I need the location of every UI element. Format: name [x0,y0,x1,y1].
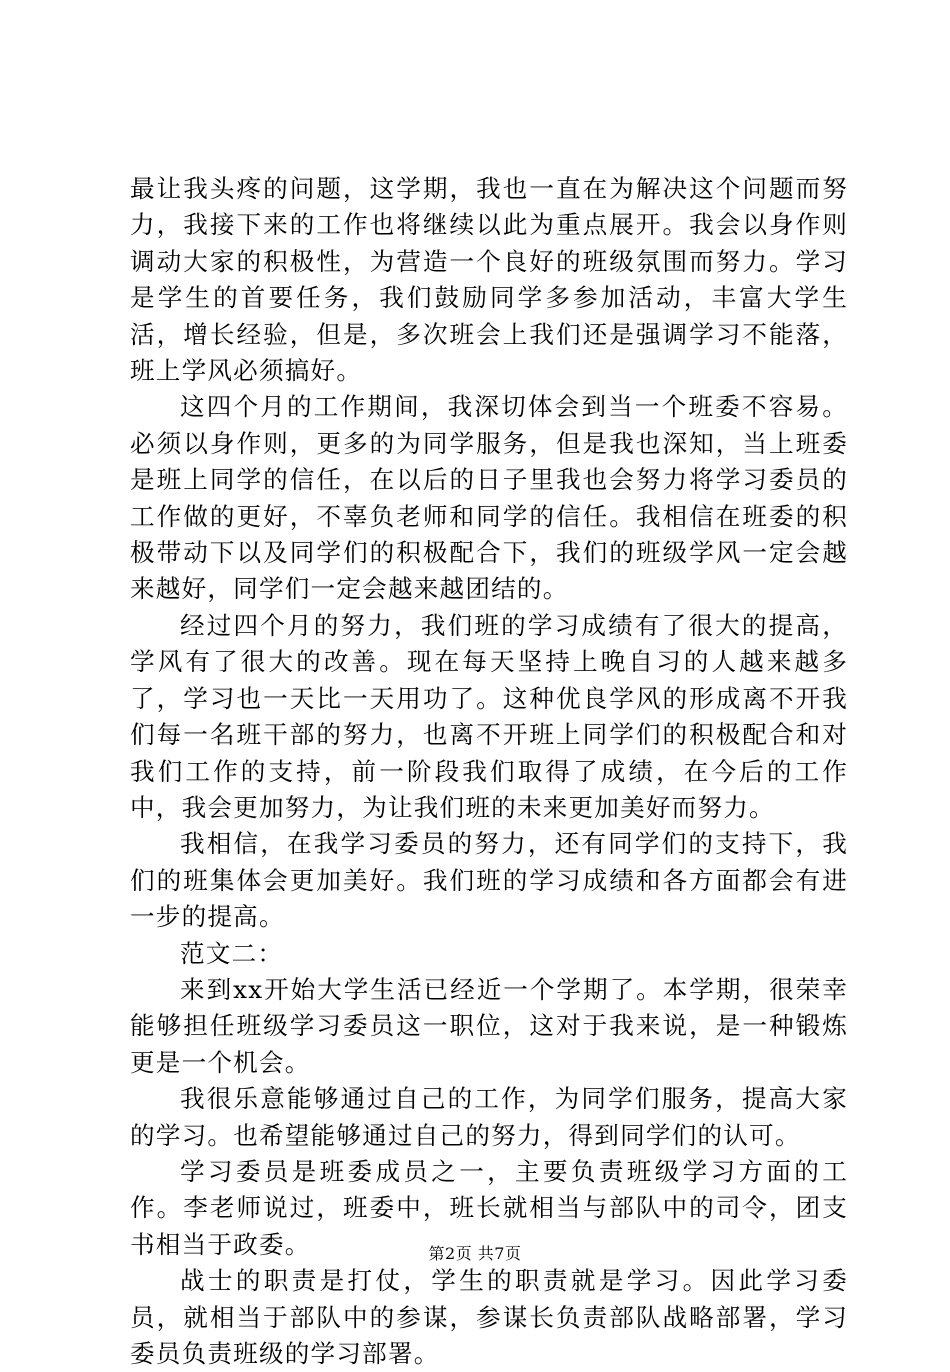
document-body [130,171,848,1372]
paragraph: 我相信，在我学习委员的努力，还有同学们的支持下，我们的班集体会更加美好。我们班的学习成绩和各方面都会有进一步的提高。 [130,829,848,932]
section-heading: 范文二： [180,938,284,968]
page-number-footer: 第2页 共7页 [428,1244,522,1263]
paragraph: 学习委员是班委成员之一，主要负责班级学习方面的工作。李老师说过，班委中，班长就相当与部队中的司令，团支书相当于政委。 [130,1156,848,1259]
paragraph: 来到xx开始大学生活已经近一个学期了。本学期，很荣幸能够担任班级学习委员这一职位，这对于我来说，是一种锻炼更是一个机会。 [130,974,848,1077]
paragraph: 这四个月的工作期间，我深切体会到当一个班委不容易。必须以身作则，更多的为同学服务，但是我也深知，当上班委是班上同学的信任，在以后的日子里我也会努力将学习委员的工作做的更好，不辜负老师和同学的信任。我相信在班委的积极带动下以及同学们的积极配合下，我们的班级学风一定会越来越好，同学们一定会越来越团结的。 [130,392,848,604]
paragraph: 战士的职责是打仗，学生的职责就是学习。因此学习委员，就相当于部队中的参谋，参谋长负责部队战略部署，学习委员负责班级的学习部署。 [130,1266,848,1368]
paragraph: 最让我头疼的问题，这学期，我也一直在为解决这个问题而努力，我接下来的工作也将继续以此为重点展开。我会以身作则调动大家的积极性，为营造一个良好的班级氛围而努力。学习是学生的首要任务，我们鼓励同学多参加活动，丰富大学生活，增长经验，但是，多次班会上我们还是强调学习不能落，班上学风必须搞好。 [130,174,848,386]
paragraph: 我很乐意能够通过自己的工作，为同学们服务，提高大家的学习。也希望能够通过自己的努力，得到同学们的认可。 [130,1084,848,1150]
paragraph: 经过四个月的努力，我们班的学习成绩有了很大的提高，学风有了很大的改善。现在每天坚持上晚自习的人越来越多了，学习也一天比一天用功了。这种优良学风的形成离不开我们每一名班干部的努力，也离不开班上同学们的积极配合和对我们工作的支持，前一阶段我们取得了成绩，在今后的工作中，我会更加努力，为让我们班的未来更加美好而努力。 [130,610,848,822]
